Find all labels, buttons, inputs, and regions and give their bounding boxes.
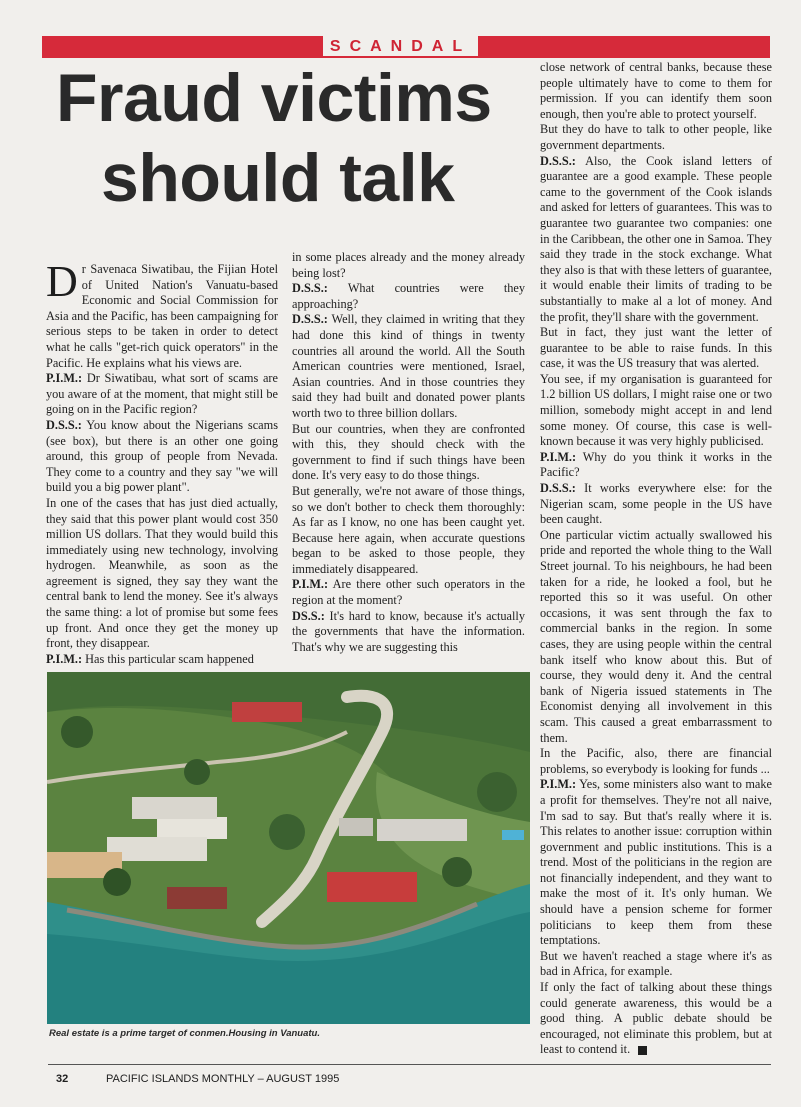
speaker-label: P.I.M.: [46, 371, 83, 386]
speaker-label: D.S.S.: [540, 481, 576, 496]
speaker-label: P.I.M.: [292, 577, 329, 592]
body-paragraph: If only the fact of talking about these things could generate awareness, this would be a good thing. A public debate should be encouraged, not eliminate this problem, but at least to contend it. [540, 980, 772, 1057]
end-of-article-mark [638, 1046, 647, 1055]
speaker-label: P.I.M.: [540, 777, 577, 792]
question-paragraph: D.S.S.: What countries were they approaching? [292, 281, 525, 311]
speaker-label: D.S.S.: [46, 417, 82, 432]
speaker-label: P.I.M.: [46, 651, 83, 666]
body-paragraph: In the Pacific, also, there are financial problems, so everybody is looking for funds ... [540, 746, 772, 776]
headline-line-2: should talk [101, 140, 455, 216]
footer-divider [48, 1064, 771, 1065]
speaker-label: D.S.S.: [292, 312, 328, 327]
answer-paragraph: DS.S.: It's hard to know, because it's actually the governments that have the information. That's why we are suggesting this [292, 608, 525, 654]
body-paragraph: close network of central banks, because these people ultimately have to come to them for permission. If you can identify them soon enough, then you're able to protect yourself. [540, 60, 772, 121]
headline-line-1: Fraud victims [56, 60, 492, 136]
page-number: 32 [56, 1073, 69, 1085]
aerial-housing-photo [47, 672, 530, 1024]
body-paragraph: In one of the cases that has just died actually, they said that this power plant would cost 350 million US dollars. That they would build this immediately using new technology, involving hydrogen. Meanwhile, as soon as the agreement is signed, they say they want the central bank to lend the money. See it's always the same thing: a lot of promise but some fees up front. And once they get the money up front, they disappear. [46, 495, 278, 651]
speaker-label: P.I.M.: [540, 449, 577, 464]
body-paragraph: But our countries, when they are confronted with this, they should check with the government to find if such things have been done. It's very easy to do those things. [292, 421, 525, 483]
body-paragraph: But in fact, they just want the letter of guarantee to be able to raise funds. In this case, it was the US treasury that was alerted. [540, 325, 772, 371]
body-paragraph: One particular victim actually swallowed his pride and reported the whole thing to the Wall Street journal. To his neighbours, he had been taken for a ride, he looked a fool, but he reported this so it was useful. On other occasions, it was sent through the fax to commercial banks in the region. In some cases, they are using people within the central bank itself who know about this. But of course, they would deny it. And the central bank of Nigeria issued statements in The Economist denying all involvement in this scam. This caused a great embarrassment to them. [540, 527, 772, 745]
article-column-1 [46, 257, 278, 667]
speaker-label: DS.S.: [292, 608, 325, 623]
section-label: SCANDAL [323, 36, 478, 56]
question-paragraph: P.I.M.: Dr Siwatibau, what sort of scams are you aware of at the moment, that might still be going on in the Pacific region? [46, 371, 278, 417]
intro-paragraph: Dr Savenaca Siwatibau, the Fijian Hotel of United Nation's Vanuatu-based Economic and Social Commission for Asia and the Pacific, has been campaigning for serious steps to be taken in order to detect what he calls "get-rich quick operators" in the Pacific. He explains what his views are. [46, 257, 278, 370]
speaker-label: D.S.S.: [292, 281, 328, 296]
answer-paragraph: D.S.S.: It works everywhere else: for the Nigerian scam, some people in the US have been caught. [540, 481, 772, 527]
speaker-label: D.S.S.: [540, 153, 576, 168]
question-paragraph: P.I.M.: Are there other such operators in the region at the moment? [292, 577, 525, 608]
publication-line: PACIFIC ISLANDS MONTHLY – AUGUST 1995 [106, 1073, 340, 1085]
article-column-2 [292, 250, 525, 655]
question-paragraph: P.I.M.: Why do you think it works in the Pacific? [540, 449, 772, 480]
body-paragraph: But we haven't reached a stage where it's as bad in Africa, for example. [540, 948, 772, 979]
body-paragraph: in some places already and the money already being lost? [292, 250, 525, 280]
question-paragraph: P.I.M.: Yes, some ministers also want to make a profit for themselves. They're not all naive, I'm sad to say. But that's really where it is. This relates to another issue: corruption within government and public institutions. This is a trend. Most of the politicians in the region are not financially independent, and they want to make the most of it. It's only human. We should have a pension scheme for former politicians to keep them from these temptations. [540, 777, 772, 948]
photo-caption: Real estate is a prime target of conmen.Housing in Vanuatu. [49, 1028, 320, 1039]
answer-paragraph: D.S.S.: Well, they claimed in writing that they had done this kind of things in twenty countries all around the world. All the South American countries were mentioned, Israel, Asian countries. And in those countries they said they had built and donated power plants worth two to three billion dollars. [292, 312, 525, 420]
drop-cap: D [46, 257, 78, 306]
headline [56, 58, 526, 218]
body-paragraph: But generally, we're not aware of those things, so we don't bother to check them thoroughly: As far as I know, no one has been caught yet. Because here again, when accurate questions began to be asked to those people, they immediately disappeared. [292, 483, 525, 576]
body-paragraph: But they do have to talk to other people, like government departments. [540, 122, 772, 152]
article-column-3 [540, 60, 772, 1058]
question-paragraph: P.I.M.: Has this particular scam happened [46, 651, 254, 666]
answer-paragraph: D.S.S.: Also, the Cook island letters of guarantee are a good example. These people came to the government of the Cook islands and asked for letters of guarantees. This was to guarantee two guarantee two companies: one in the Caribbean, the other one in Samoa. They said they trade in the stock exchange. What they also is that with these letters of guarantee, it would enable their limits of trading to be substantially to make al a lot of money. And the profit, they'll share with the government. [540, 153, 772, 324]
body-paragraph: You see, if my organisation is guaranteed for 1.2 billion US dollars, I might raise one or two million, somebody might accept in and lend some money. Of course, this case is well-known because it was very highly publicised. [540, 371, 772, 449]
answer-paragraph: D.S.S.: You know about the Nigerians scams (see box), but there is an other one going around, this group of people from Nevada. They come to a country and they say "we will build you a big power plant". [46, 417, 278, 495]
